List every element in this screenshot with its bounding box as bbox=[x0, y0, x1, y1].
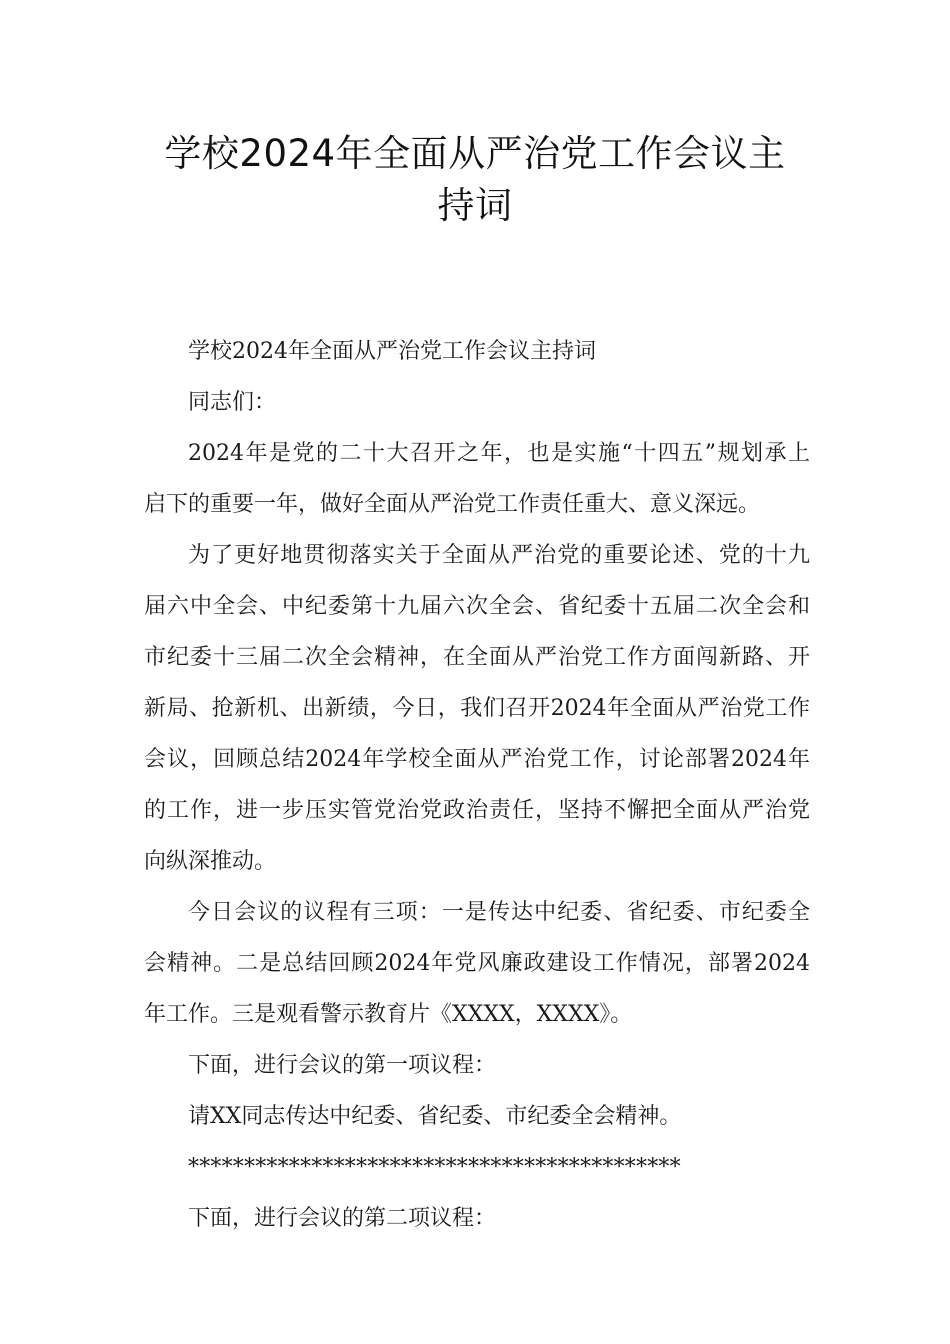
paragraph-salutation bbox=[144, 377, 810, 428]
text-line: 请XX同志传达中纪委、省纪委、市纪委全会精神。 bbox=[188, 1104, 682, 1129]
text-line: 届六中全会、中纪委第十九届六次全会、省纪委十五届二次全会和 bbox=[144, 594, 810, 619]
document-title bbox=[120, 128, 830, 232]
text-line: 学校2024年全面从严治党工作会议主持词 bbox=[188, 339, 596, 364]
title-line-2: 持词 bbox=[437, 184, 513, 227]
text-line: 的工作，进一步压实管党治党政治责任，坚持不懈把全面从严治党 bbox=[144, 798, 810, 823]
paragraph-purpose bbox=[144, 530, 810, 887]
text-line: 下面，进行会议的第二项议程： bbox=[188, 1206, 497, 1231]
text-line: 为了更好地贯彻落实关于全面从严治党的重要论述、党的十九 bbox=[188, 543, 810, 568]
text-line: 同志们： bbox=[188, 390, 277, 415]
separator-asterisks bbox=[144, 1142, 810, 1193]
text-line: 会精神。二是总结回顾2024年党风廉政建设工作情况，部署2024 bbox=[144, 951, 810, 976]
text-line: 年工作。三是观看警示教育片《XXXX，XXXX》。 bbox=[144, 1002, 633, 1027]
paragraph-second-item bbox=[144, 1193, 810, 1244]
document-body bbox=[144, 326, 810, 1244]
text-line: 下面，进行会议的第一项议程： bbox=[188, 1053, 497, 1078]
paragraph-first-item-speaker bbox=[144, 1091, 810, 1142]
text-line: 新局、抢新机、出新绩，今日，我们召开2024年全面从严治党工作 bbox=[144, 696, 810, 721]
title-line-1: 学校2024年全面从严治党工作会议主 bbox=[164, 132, 786, 175]
text-line: 会议，回顾总结2024年学校全面从严治党工作，讨论部署2024年 bbox=[144, 747, 810, 772]
text-line: 今日会议的议程有三项：一是传达中纪委、省纪委、市纪委全 bbox=[188, 900, 810, 925]
paragraph-intro bbox=[144, 428, 810, 530]
text-line: 市纪委十三届二次全会精神，在全面从严治党工作方面闯新路、开 bbox=[144, 645, 810, 670]
text-line: 启下的重要一年，做好全面从严治党工作责任重大、意义深远。 bbox=[144, 492, 761, 517]
paragraph-heading-repeat bbox=[144, 326, 810, 377]
text-line: ******************************************** bbox=[188, 1155, 681, 1180]
paragraph-first-item bbox=[144, 1040, 810, 1091]
paragraph-agenda bbox=[144, 887, 810, 1040]
text-line: 向纵深推动。 bbox=[144, 849, 277, 874]
text-line: 2024年是党的二十大召开之年，也是实施“十四五”规划承上 bbox=[188, 441, 810, 466]
